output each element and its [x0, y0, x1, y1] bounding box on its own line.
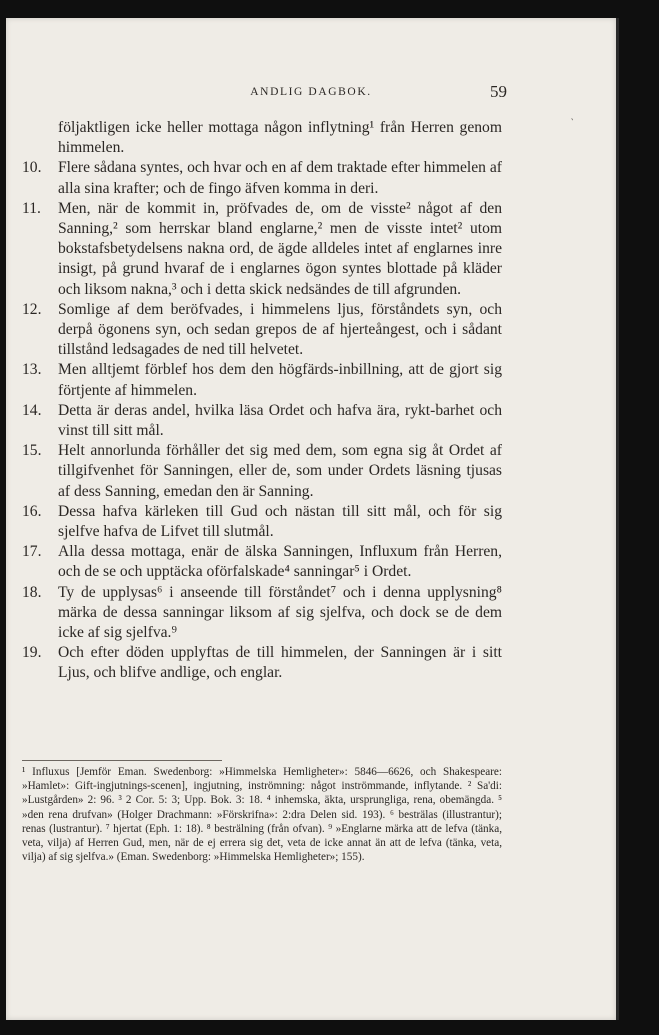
verse-15 [22, 441, 502, 502]
verse-text: Och efter döden upplyftas de till himmelen, der Sanningen är i sitt Ljus, och blifve andlige, och englar. [58, 644, 502, 682]
continuation-text: följaktligen icke heller mottaga någon inflytning¹ från Herren genom himmelen. [58, 119, 502, 157]
verse-number: 11. [22, 199, 41, 217]
book-page [6, 18, 616, 1020]
verse-number: 17. [22, 543, 42, 561]
page-header [6, 82, 616, 112]
verse-text: Somlige af dem beröfvades, i himmelens ljus, förståndets syn, och derpå ögonens syn, och sedan grepos de af hjerteångest, och i sådant tillstånd ledsagades de ned till helvetet. [58, 300, 502, 359]
verse-12 [22, 300, 502, 361]
verse-number: 13. [22, 361, 42, 379]
verse-text: Alla dessa mottaga, enär de älska Sanningen, Influxum från Herren, och de se och upptäcka oförfalskade⁴ sanningar⁵ i Ordet. [58, 543, 502, 581]
margin-mark: ‵ [571, 118, 574, 129]
verse-16 [22, 502, 502, 542]
verse-number: 14. [22, 401, 42, 419]
verse-19 [22, 643, 502, 683]
verse-10 [22, 158, 502, 198]
verse-text: Dessa hafva kärleken till Gud och nästan till sitt mål, och för sig sjelfve hafva de Lifvet till slutmål. [58, 502, 502, 541]
body-text [22, 118, 502, 684]
page-edge-bar [616, 18, 619, 1020]
verse-text: Detta är deras andel, hvilka läsa Ordet och hafva ära, rykt-barhet och vinst till sitt mål. [58, 401, 502, 440]
verse-text: Ty de upplysas⁶ i anseende till förståndet⁷ och i denna upplysning⁸ märka de dessa sanningar liksom af sig sjelfva, och dock se de dem icke af sig sjelfva.⁹ [58, 583, 502, 642]
verse-text: Flere sådana syntes, och hvar och en af dem traktade efter himmelen af alla sina krafter; och de fingo äfven komma in deri. [58, 159, 502, 197]
running-head: ANDLIG DAGBOK. [250, 86, 372, 98]
verse-text: Men, när de kommit in, pröfvades de, om de visste² något af den Sanning,² som herrskar bland englarne,² men de visste intet² utom bokstafsbetydelsens nakna ord, de ägde alldeles intet af englarnes inre insigt, på grund hvaraf de i englarnes ögon syntes blottade på kläder och liksom nakna,³ och i detta skick nedsändes de till afgrunden. [58, 199, 502, 298]
verse-14 [22, 401, 502, 441]
page-number: 59 [490, 82, 507, 101]
verse-number: 15. [22, 442, 42, 460]
verse-text: Helt annorlunda förhåller det sig med dem, som egna sig åt Ordet af tillgifvenhet för Sanningen, eller de, som under Ordets läsning tjusas af dess Sanning, emedan den är Sanning. [58, 442, 502, 500]
verse-number: 18. [22, 583, 42, 601]
verse-11 [22, 199, 502, 300]
verse-number: 12. [22, 300, 42, 318]
continuation-paragraph [22, 118, 502, 158]
verse-number: 10. [22, 159, 42, 177]
verse-13 [22, 360, 502, 400]
verse-17 [22, 542, 502, 582]
verse-number: 16. [22, 502, 42, 520]
footnotes [22, 760, 502, 864]
verse-text: Men alltjemt förblef hos dem den högfärds-inbillning, att de gjort sig förtjente af himmelen. [58, 361, 502, 399]
verse-number: 19. [22, 644, 42, 662]
verse-18 [22, 583, 502, 644]
footnote-text: ¹ Influxus [Jemför Eman. Swedenborg: »Himmelska Hemligheter»: 5846—6626, och Shakespeare: »Hamlet»: Gift-ingjutnings-scenen], ingjutning, inströmning: något inströmmande, inflytande. ² Sa'di: »Lustgården» 2: 96. ³ 2 Cor. 5: 3; Upp. Bok. 3: 18. ⁴ inhemska, äkta, ursprungliga, rena, obemängda. ⁵ »den rena drufvan» (Holger Drachmann: »Förskrifna»: 2:dra Delen sid. 193). ⁶ besträlas (illustrantur); renas (lustrantur). ⁷ hjertat (Eph. 1: 18). ⁸ besträlning (från ofvan). ⁹ »Englarne märka att de lefva (tänka, veta, vilja) af Herren Gud, men, när de ej errera sig det, veta de icke annat än att de lefva (tänka, veta, vilja) af sig sjelfva.» (Eman. Swedenborg: »Himmelska Hemligheter»; 155). [22, 766, 502, 864]
footnote-rule [22, 760, 222, 761]
